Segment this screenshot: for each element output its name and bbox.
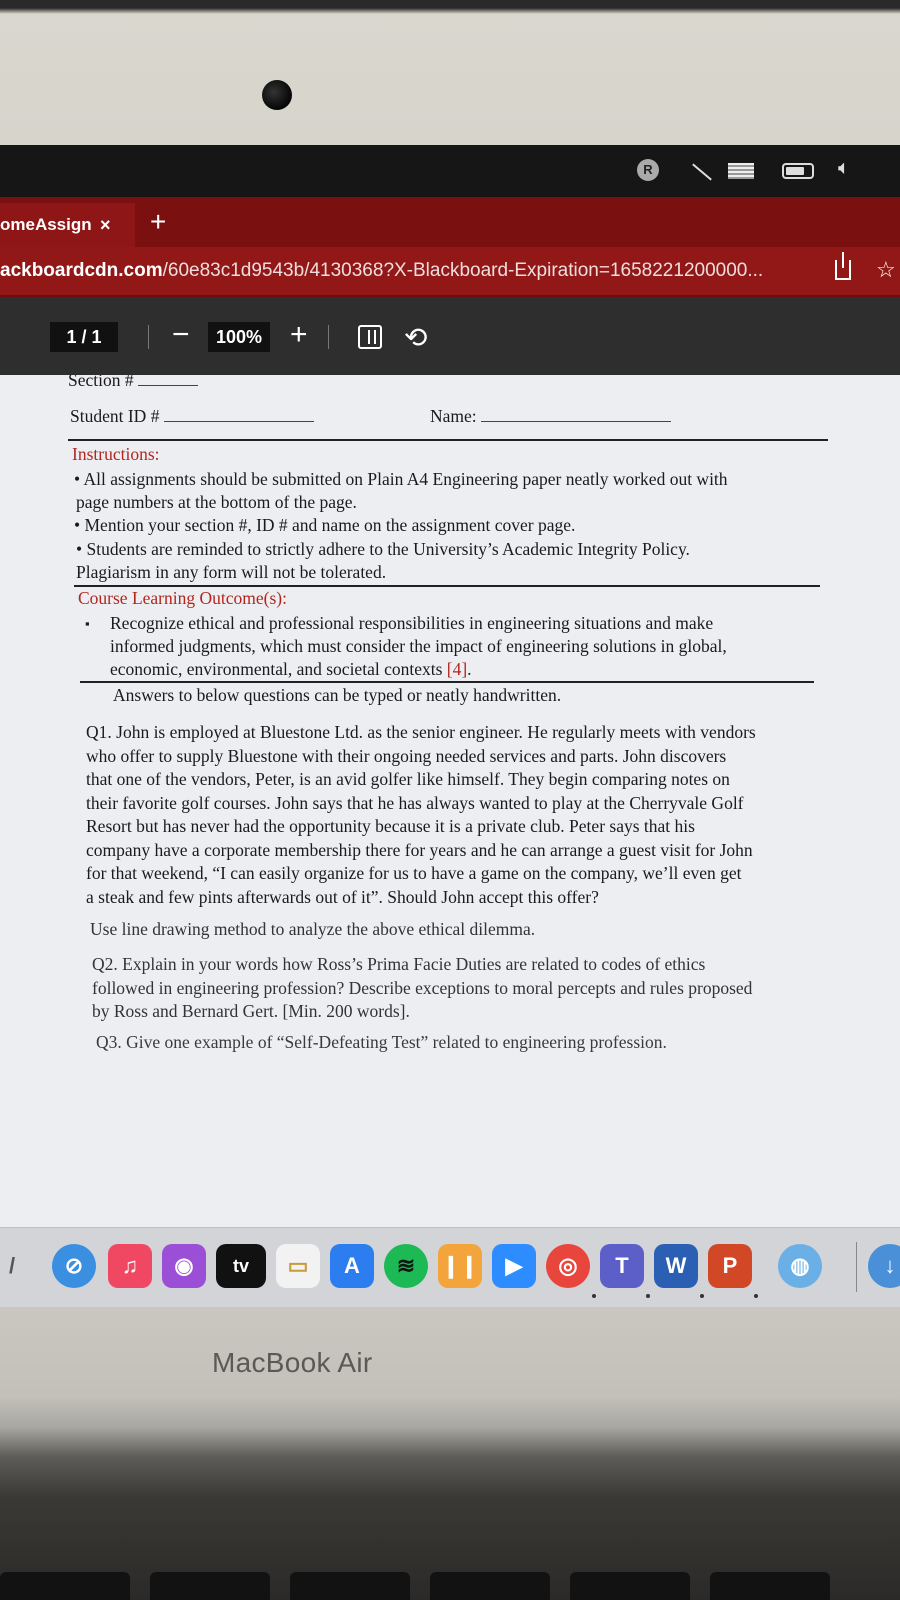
clo-bullet-icon: ▪ (85, 616, 90, 631)
teams-label: T (615, 1253, 629, 1278)
dock-divider (856, 1242, 857, 1292)
apple-tv-icon[interactable] (216, 1244, 266, 1288)
section-field (68, 375, 198, 392)
q1-line: company have a corporate membership there for years and he can arrange a guest visit for John (86, 839, 753, 860)
word-label: W (665, 1253, 687, 1278)
toolbar-divider (328, 325, 329, 349)
apple-tv-label: tv (232, 1256, 249, 1276)
q1-line: that one of the vendors, Peter, is an avid golfer like himself. They begin comparing notes on (86, 769, 730, 789)
student-id-label: Student ID # (70, 406, 160, 426)
name-blank (481, 408, 671, 422)
url-host: ackboardcdn.com (0, 260, 163, 281)
menu-bar (0, 145, 900, 197)
keyboard-key (430, 1572, 550, 1600)
laptop-top-bezel (0, 0, 900, 145)
q1-task: Use line drawing method to analyze the above ethical dilemma. (90, 919, 536, 939)
url-path: /60e83c1d9543b/4130368?X-Blackboard-Expiration=1658221200000... (162, 260, 764, 281)
teams-icon[interactable] (600, 1244, 644, 1288)
instruction-line: page numbers at the bottom of the page. (76, 492, 357, 512)
safari-icon[interactable]: ⊘ (52, 1244, 96, 1288)
zoom-out-button[interactable]: − (172, 318, 190, 351)
question-3: Q3. Give one example of “Self-Defeating Test” related to engineering profession. (96, 1032, 667, 1052)
q1-line: who offer to supply Bluestone with their ongoing needed services and parts. John discovers (86, 745, 727, 766)
pencil-app-icon[interactable]: / (8, 1253, 16, 1278)
toolbar-divider (148, 325, 149, 349)
clo-text-line (110, 658, 472, 681)
word-icon[interactable] (654, 1244, 698, 1288)
running-indicator (646, 1294, 650, 1298)
zoom-in-button[interactable]: + (290, 318, 308, 351)
dock (0, 1227, 900, 1307)
clo-text-line: informed judgments, which must consider the impact of engineering solutions in global, (110, 636, 727, 656)
keyboard-key (290, 1572, 410, 1600)
instruction-line: • Mention your section #, ID # and name on the assignment cover page. (74, 515, 576, 535)
clo-reference: [4] (446, 659, 468, 679)
name-label: Name: (430, 406, 477, 426)
q2-line: by Ross and Bernard Gert. [Min. 200 words]. (92, 1001, 410, 1021)
section-label: Section # (68, 375, 134, 390)
share-icon[interactable] (835, 260, 851, 280)
keyboard-key (570, 1572, 690, 1600)
downloads-icon[interactable]: ↓ (868, 1244, 900, 1288)
section-blank (138, 375, 198, 386)
user-badge-icon[interactable]: R (637, 159, 659, 181)
keynote-icon[interactable]: ▭ (276, 1244, 320, 1288)
q1-line: for that weekend, “I can easily organize for us to have a game on the company, we’ll even get (86, 863, 742, 883)
q2-line: followed in engineering profession? Describe exceptions to moral percepts and rules proposed (92, 977, 753, 998)
instruction-line: Plagiarism in any form will not be tolerated. (76, 562, 387, 582)
clo-period: . (467, 659, 472, 679)
fit-page-icon[interactable] (358, 325, 382, 349)
url-text[interactable] (0, 247, 763, 295)
books-icon[interactable]: ❙❙ (438, 1244, 482, 1288)
status-slash-icon[interactable] (692, 164, 712, 181)
divider-line (80, 681, 814, 683)
laptop-screen (0, 145, 900, 1307)
volume-icon[interactable]: 🔈︎ (838, 157, 850, 179)
keyboard-key (710, 1572, 830, 1600)
running-indicator (700, 1294, 704, 1298)
music-icon[interactable]: ♫ (108, 1244, 152, 1288)
instructions-heading: Instructions: (72, 444, 160, 464)
keyboard-key (0, 1572, 130, 1600)
network-globe-icon[interactable]: ◍ (778, 1244, 822, 1288)
podcasts-icon[interactable]: ◉ (162, 1244, 206, 1288)
running-indicator (754, 1294, 758, 1298)
tab-title: omeAssign (0, 215, 92, 234)
laptop-lower-bezel (0, 1307, 900, 1600)
q1-line: Q1. John is employed at Bluestone Ltd. as the senior engineer. He regularly meets with vendors (86, 722, 756, 742)
page-indicator[interactable]: 1 / 1 (50, 322, 118, 352)
rotate-icon[interactable]: ⟲ (404, 322, 428, 353)
powerpoint-label: P (722, 1253, 738, 1278)
us-flag-input-icon[interactable] (728, 163, 754, 179)
name-field (430, 405, 671, 428)
q2-line: Q2. Explain in your words how Ross’s Prima Facie Duties are related to codes of ethics (92, 954, 706, 974)
clo-text: economic, environmental, and societal contexts (110, 659, 443, 679)
zoom-icon[interactable]: ▶ (492, 1244, 536, 1288)
keyboard-key (150, 1572, 270, 1600)
browser-tab-bar (0, 197, 900, 247)
q1-line: a steak and few pints afterwards out of it”. Should John accept this offer? (86, 886, 599, 907)
powerpoint-icon[interactable] (708, 1244, 752, 1288)
bookmark-star-icon[interactable]: ☆ (876, 257, 896, 282)
instruction-line: • All assignments should be submitted on Plain A4 Engineering paper neatly worked out with (74, 469, 728, 489)
battery-icon[interactable] (782, 163, 814, 179)
close-tab-icon[interactable]: × (100, 215, 111, 235)
instruction-line: • Students are reminded to strictly adhere to the University’s Academic Integrity Policy. (76, 539, 690, 559)
clo-heading: Course Learning Outcome(s): (78, 588, 287, 608)
divider-line (68, 439, 828, 441)
pdf-page (0, 375, 900, 1227)
zoom-level-field[interactable]: 100% (208, 322, 270, 352)
clo-text-line: Recognize ethical and professional responsibilities in engineering situations and make (110, 613, 714, 633)
brand-label: MacBook Air (212, 1347, 373, 1378)
webcam-icon (262, 80, 292, 110)
spotify-icon[interactable]: ≋ (384, 1244, 428, 1288)
app-store-icon[interactable]: A (330, 1244, 374, 1288)
browser-tab[interactable] (0, 203, 135, 247)
student-id-field (70, 405, 314, 428)
new-tab-button[interactable]: + (150, 206, 167, 237)
address-bar[interactable] (0, 247, 900, 297)
chrome-icon[interactable]: ◎ (546, 1244, 590, 1288)
pdf-toolbar (0, 297, 900, 375)
answers-note: Answers to below questions can be typed or neatly handwritten. (113, 685, 562, 705)
student-id-blank (164, 408, 314, 422)
running-indicator (592, 1294, 596, 1298)
q1-line: Resort but has never had the opportunity because it is a private club. Peter says that his (86, 816, 695, 836)
q1-line: their favorite golf courses. John says that he has always wanted to play at the Cherryvale Golf (86, 792, 744, 813)
